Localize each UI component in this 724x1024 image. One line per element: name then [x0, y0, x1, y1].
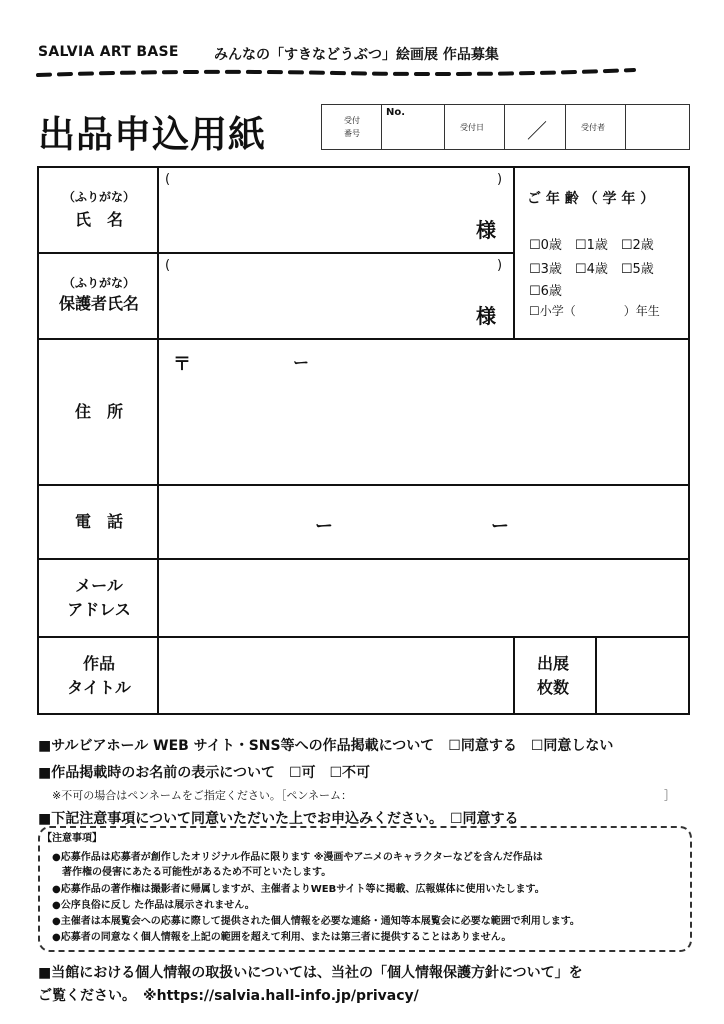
work-title-field[interactable] — [165, 644, 507, 708]
phone-field[interactable] — [165, 492, 681, 552]
age-options-row1[interactable]: ☐0歳 ☐1歳 ☐2歳 — [529, 238, 654, 253]
reception-person-cell[interactable] — [626, 105, 687, 149]
note-item: ●応募作品は応募者が創作したオリジナル作品に限ります ※漫画やアニメのキャラクターなどを含んだ作品は — [52, 852, 543, 863]
postal-mark: 〒 — [173, 354, 191, 375]
name-label: 氏 名 — [74, 210, 123, 229]
note-item: ●主催者は本展覧会への応募に際して提供された個人情報を必要な連絡・通知等本展覧会に必要な範囲で利用します。 — [52, 916, 580, 927]
work-title-label-line1: 作品 — [82, 654, 115, 673]
reception-person-label: 受付者 — [581, 123, 605, 132]
name-kana-paren-open: ( — [165, 172, 171, 187]
email-field[interactable] — [165, 566, 681, 630]
exhibit-count-field[interactable] — [601, 644, 683, 708]
guardian-name-label: 保護者氏名 — [58, 294, 139, 313]
reception-number-prefix: No. — [386, 107, 406, 118]
reception-label-line2: 番号 — [344, 129, 360, 138]
row-divider-guardian — [39, 338, 688, 340]
age-options-row2[interactable]: ☐3歳 ☐4歳 ☐5歳 — [529, 262, 654, 277]
reception-date-label: 受付日 — [460, 123, 484, 132]
guardian-kana-paren-close: ) — [497, 258, 503, 273]
phone-label: 電 話 — [74, 512, 123, 531]
event-title: みんなの「すきなどうぶつ」絵画展 作品募集 — [214, 47, 499, 63]
guardian-kana-label: （ふりがな） — [62, 276, 135, 290]
note-item: ●応募者の同意なく個人情報を上記の範囲を超えて利用、または第三者に提供することはありません。 — [52, 932, 512, 943]
note-item: ●公序良俗に反し た作品は展示されません。 — [52, 900, 255, 911]
date-slash: ／ — [527, 119, 547, 143]
postal-dash: ー — [293, 353, 310, 372]
reception-date-cell[interactable] — [505, 105, 566, 149]
guardian-name-field[interactable] — [165, 272, 501, 334]
email-label-line1: メール — [75, 576, 123, 595]
penname-bracket-close: ］ — [664, 789, 675, 802]
row-divider-name — [39, 252, 513, 254]
name-kana-paren-close: ) — [497, 172, 503, 187]
privacy-notice-line1: ■当館における個人情報の取扱いについては、当社の「個人情報保護方針について」を — [38, 965, 583, 981]
reception-label-line1: 受付 — [344, 116, 360, 125]
row-divider-address — [39, 484, 688, 486]
row-divider-phone — [39, 558, 688, 560]
page-title: 出品申込用紙 — [38, 113, 266, 156]
privacy-notice-line2[interactable]: ご覧ください。 ※https://salvia.hall-info.jp/privacy/ — [38, 988, 419, 1004]
age-grade-option[interactable]: ☐小学（ ）年生 — [529, 304, 660, 318]
name-honorific: 様 — [476, 218, 496, 242]
note-item: 著作権の侵害にあたる可能性があるため不可といたします。 — [52, 867, 332, 878]
reception-table — [321, 104, 690, 150]
address-field[interactable] — [165, 374, 681, 478]
age-title: ご 年 齢 （ 学 年 ） — [527, 191, 655, 207]
exhibit-count-label-line2: 枚数 — [537, 678, 570, 697]
reception-person-label-cell — [566, 105, 626, 149]
phone-dash-1: ー — [315, 516, 333, 537]
notes-heading: 【注意事項】 — [42, 833, 102, 844]
count-label-divider-left — [513, 636, 515, 713]
email-label-line2: アドレス — [67, 600, 131, 619]
brand-name: SALVIA ART BASE — [38, 44, 179, 60]
reception-number-cell[interactable] — [382, 105, 445, 149]
reception-date-label-cell — [445, 105, 505, 149]
address-label: 住 所 — [74, 402, 123, 421]
age-column-divider — [513, 168, 515, 338]
count-label-divider-right — [595, 636, 597, 713]
exhibit-count-label-line1: 出展 — [537, 654, 570, 673]
dashed-divider — [36, 66, 636, 80]
name-field[interactable] — [165, 186, 501, 248]
label-column-divider — [157, 168, 159, 713]
guardian-honorific: 様 — [476, 304, 496, 328]
note-item: ●応募作品の著作権は撮影者に帰属しますが、主催者よりWEBサイト等に掲載、広報媒体に使用いたします。 — [52, 884, 545, 895]
work-title-label-line2: タイトル — [67, 678, 131, 697]
age-options-row3[interactable]: ☐6歳 — [529, 284, 562, 299]
name-display-consent[interactable]: ■作品掲載時のお名前の表示について ☐可 ☐不可 — [38, 765, 371, 781]
penname-field[interactable] — [360, 786, 656, 802]
penname-instruction: ※不可の場合はペンネームをご指定ください。［ペンネーム： — [52, 789, 353, 802]
reception-number-label-cell — [322, 105, 382, 149]
name-kana-label: （ふりがな） — [62, 190, 135, 204]
row-divider-email — [39, 636, 688, 638]
application-form-table — [37, 166, 690, 715]
sns-consent[interactable]: ■サルビアホール WEB サイト・SNS等への作品掲載について ☐同意する ☐同意しない — [38, 738, 614, 754]
guardian-kana-paren-open: ( — [165, 258, 171, 273]
phone-dash-2: ー — [491, 516, 509, 537]
terms-agreement[interactable]: ■下記注意事項について同意いただいた上でお申込みください。 ☐同意する — [38, 811, 519, 827]
